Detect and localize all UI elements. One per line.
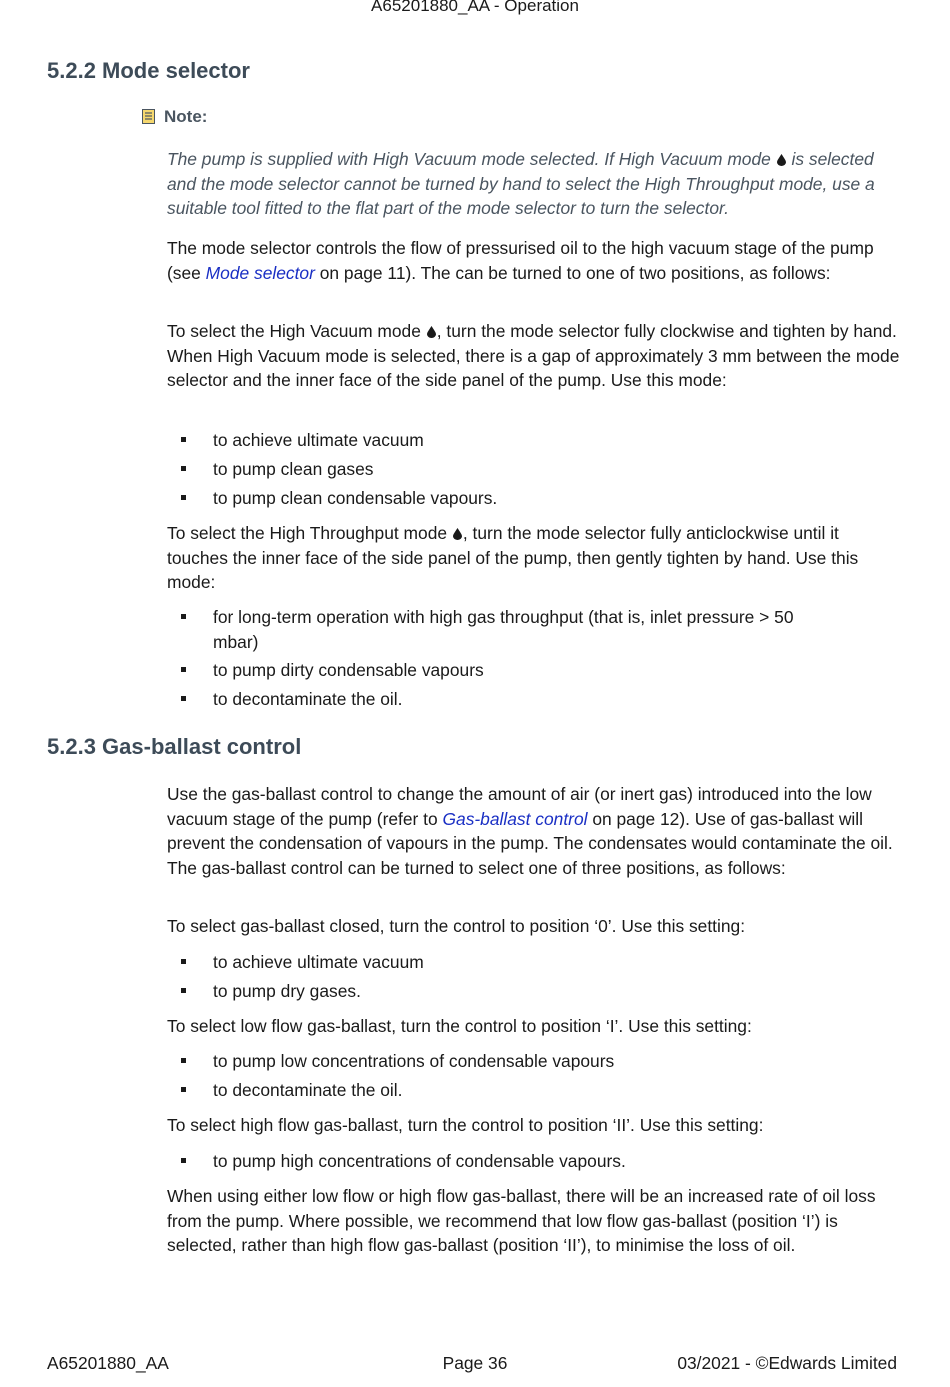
para-text: , turn the mode selector fully clockwise and tighten by hand. When High Vacuum mode is selected, there is a gap of approximately 3 mm between the mode selector and the inner face of the side panel of the pump. Use this mode: [167,321,900,390]
high-throughput-paragraph [167,521,902,595]
list-item-text: to decontaminate the oil. [213,689,403,709]
note-icon [142,109,155,124]
note-label-text: Note: [164,107,208,126]
bullet-marker [181,667,186,672]
gas-ballast-intro [167,782,902,880]
list-item-text: for long-term operation with high gas throughput (that is, inlet pressure > 50 mbar) [213,607,794,652]
oil-drop-icon [427,326,436,338]
bullet-marker [181,466,186,471]
list-item-text: to pump dry gases. [213,981,361,1001]
list-item-text: to pump clean gases [213,459,374,479]
list-item-text: to pump dirty condensable vapours [213,660,484,680]
list-item [167,605,807,654]
footer-doc-id: A65201880_AA [47,1353,169,1373]
list-item-text: to achieve ultimate vacuum [213,952,424,972]
section-heading-gas-ballast: 5.2.3 Gas-ballast control [47,734,302,759]
note-text-part2: is selected and the mode selector cannot be turned by hand to select the High Throughput mode, use a suitable tool fitted to the flat part of the mode selector to turn the selector. [167,149,875,218]
list-item [167,950,887,975]
footer-copyright: 03/2021 - ©Edwards Limited [677,1353,897,1373]
mode-selector-intro [167,236,902,285]
oil-drop-icon [453,528,462,540]
list-item-text: to decontaminate the oil. [213,1080,403,1100]
para-text: , turn the mode selector fully anticlockwise until it touches the inner face of the side panel of the pump, then gently tighten by hand. Use this mode: [167,523,859,592]
oil-drop-icon [777,154,786,166]
list-item [167,979,887,1004]
gas-ballast-closed-paragraph: To select gas-ballast closed, turn the control to position ‘0’. Use this setting: [167,916,746,936]
low-flow-paragraph: To select low flow gas-ballast, turn the control to position ‘I’. Use this setting: [167,1016,752,1036]
list-item [167,1078,887,1103]
oil-loss-paragraph: When using either low flow or high flow gas-ballast, there will be an increased rate of oil loss from the pump. Where possible, we recommend that low flow gas-ballast (position ‘I’) is selected, rather than high flow gas-ballast (position ‘II’), to minimise the loss of oil. [167,1186,876,1255]
bullet-marker [181,1058,186,1063]
bullet-marker [181,614,186,619]
list-item-text: to achieve ultimate vacuum [213,430,424,450]
list-item [167,658,887,683]
section-heading-mode-selector: 5.2.2 Mode selector [47,58,250,83]
bullet-marker [181,988,186,993]
list-item-text: to pump high concentrations of condensable vapours. [213,1151,626,1171]
high-vacuum-paragraph [167,319,902,393]
running-header: A65201880_AA - Operation [371,0,579,15]
bullet-marker [181,959,186,964]
note-text-part1: The pump is supplied with High Vacuum mode selected. If High Vacuum mode [167,149,771,169]
note-label [142,107,207,127]
list-item [167,486,887,511]
bullet-marker [181,495,186,500]
gas-ballast-control-link[interactable]: Gas-ballast control [442,808,588,829]
list-item-text: to pump clean condensable vapours. [213,488,498,508]
note-text [167,147,902,221]
footer-page-number: Page 36 [442,1353,508,1373]
para-text: Use the gas-ballast control to change the amount of air (or inert gas) introduced into the low vacuum stage of the pump (refer to [167,784,872,829]
bullet-marker [181,696,186,701]
list-item [167,1149,887,1174]
para-text: on page 11). The can be turned to one of two positions, as follows: [314,262,831,283]
list-item [167,687,887,712]
para-text: The mode selector controls the flow of pressurised oil to the high vacuum stage of the pump (see [167,238,874,283]
para-text: To select the High Throughput mode [167,523,448,543]
high-flow-paragraph: To select high flow gas-ballast, turn the control to position ‘II’. Use this setting: [167,1115,764,1135]
para-text: To select the High Vacuum mode [167,321,421,341]
list-item-text: to pump low concentrations of condensable vapours [213,1051,615,1071]
list-item [167,428,887,453]
list-item [167,457,887,482]
mode-selector-link[interactable]: Mode selector [205,262,315,283]
list-item [167,1049,887,1074]
bullet-marker [181,1158,186,1163]
bullet-marker [181,1087,186,1092]
para-text: on page 12). Use of gas-ballast will prevent the condensation of vapours in the pump. The condensates would contaminate the oil. The gas-ballast control can be turned to select one of three positions, as follows: [167,808,893,878]
bullet-marker [181,437,186,442]
